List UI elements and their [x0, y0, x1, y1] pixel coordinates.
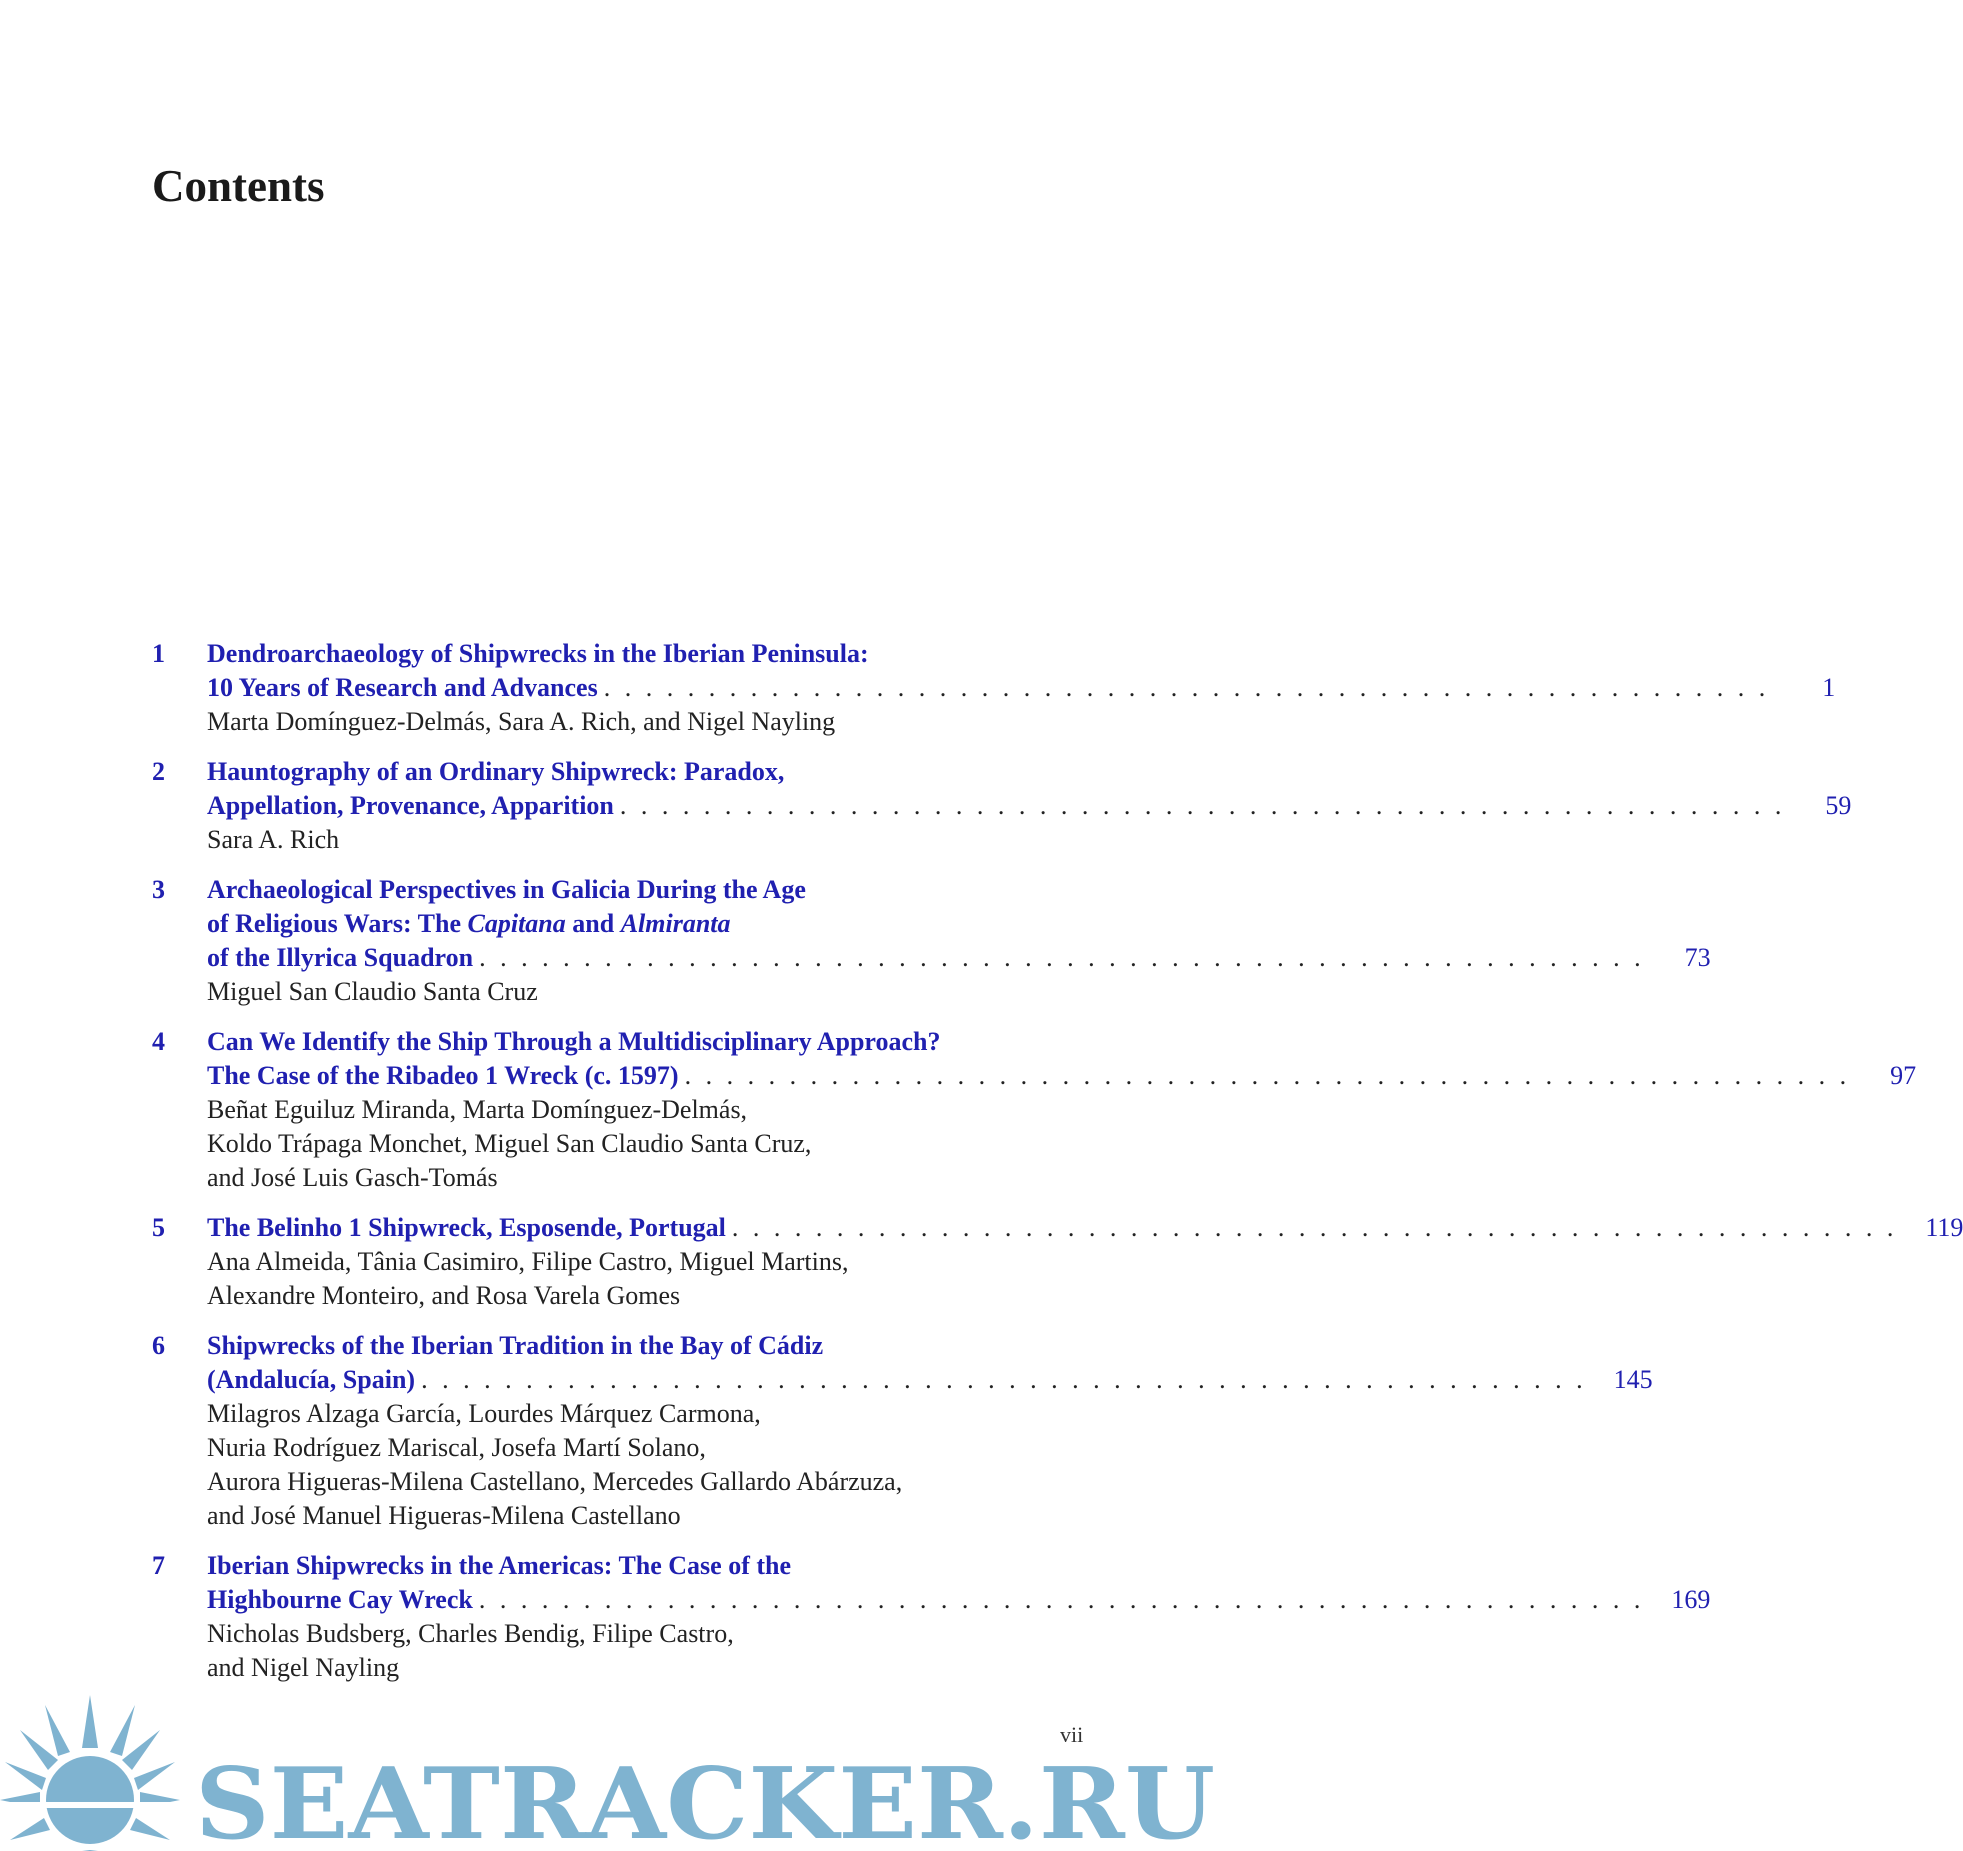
chapter-title-last-line[interactable]	[207, 671, 1836, 705]
dot-leader: . . . . . . . . . . . . . . . . . . . . . . . . . . . . . . . . . . . . . . . . . . . . . . . . . . . . . . . .	[421, 1365, 1587, 1394]
chapter-number: 3	[152, 875, 165, 904]
page-number[interactable]: 73	[1684, 943, 1711, 972]
chapter-number: 2	[152, 757, 165, 786]
toc-entry-4[interactable]	[152, 1025, 1917, 1195]
chapter-authors: Nicholas Budsberg, Charles Bendig, Filipe Castro,	[207, 1619, 734, 1648]
dot-leader: . . . . . . . . . . . . . . . . . . . . . . . . . . . . . . . . . . . . . . . . . . . . . . . . . . . . . . . .	[731, 1213, 1898, 1242]
chapter-authors: Sara A. Rich	[207, 825, 340, 854]
chapter-title-line[interactable]: The Case of the Ribadeo 1 Wreck (c. 1597)	[207, 1061, 679, 1090]
chapter-title-last-line[interactable]	[207, 789, 1852, 823]
dot-leader: . . . . . . . . . . . . . . . . . . . . . . . . . . . . . . . . . . . . . . . . . . . . . . . . . . . . . . . .	[684, 1061, 1851, 1090]
watermark-horizon	[0, 1802, 180, 1808]
sun-icon	[0, 1695, 180, 1851]
toc-entry-5[interactable]	[152, 1211, 1963, 1313]
chapter-number: 7	[152, 1551, 165, 1580]
chapter-authors: and José Luis Gasch-Tomás	[207, 1163, 498, 1192]
chapter-authors: Milagros Alzaga García, Lourdes Márquez Carmona,	[207, 1399, 761, 1428]
chapter-authors: Koldo Trápaga Monchet, Miguel San Claudio Santa Cruz,	[207, 1129, 812, 1158]
toc-entry-6[interactable]	[152, 1329, 1653, 1533]
chapter-authors: Alexandre Monteiro, and Rosa Varela Gomes	[207, 1281, 681, 1310]
chapter-title-line[interactable]: 10 Years of Research and Advances	[207, 673, 598, 702]
page-folio: vii	[1060, 1722, 1084, 1747]
chapter-title-line[interactable]: Iberian Shipwrecks in the Americas: The Case of the	[207, 1551, 792, 1580]
chapter-title-last-line[interactable]	[207, 1059, 1917, 1093]
dot-leader: . . . . . . . . . . . . . . . . . . . . . . . . . . . . . . . . . . . . . . . . . . . . . . . . . . . . . . . .	[619, 791, 1786, 820]
toc-entry-3[interactable]	[152, 873, 1711, 1009]
chapter-number: 4	[152, 1027, 165, 1056]
chapter-title-line-italic-mix[interactable]	[207, 907, 1087, 941]
chapter-title-line[interactable]: Highbourne Cay Wreck	[207, 1585, 473, 1614]
page-number[interactable]: 1	[1822, 673, 1836, 702]
dot-leader: . . . . . . . . . . . . . . . . . . . . . . . . . . . . . . . . . . . . . . . . . . . . . . . . . . . . . . . .	[603, 673, 1770, 702]
toc-entry-2[interactable]	[152, 755, 1852, 857]
watermark	[0, 1690, 1221, 1851]
toc-entry-7[interactable]	[152, 1549, 1711, 1685]
chapter-authors: and Nigel Nayling	[207, 1653, 400, 1682]
chapter-number: 6	[152, 1331, 165, 1360]
page-number[interactable]: 119	[1925, 1213, 1963, 1242]
page-number[interactable]: 145	[1613, 1365, 1653, 1394]
chapter-title-line[interactable]: of the Illyrica Squadron	[207, 943, 474, 972]
chapter-title-line[interactable]: Appellation, Provenance, Apparition	[207, 791, 614, 820]
chapter-number: 5	[152, 1213, 165, 1242]
page-number[interactable]: 97	[1890, 1061, 1917, 1090]
toc-entry-1[interactable]	[152, 637, 1836, 739]
title-text: of Religious Wars: The	[207, 909, 468, 938]
chapter-title-line[interactable]: Can We Identify the Ship Through a Multidisciplinary Approach?	[207, 1027, 941, 1056]
chapter-title-line[interactable]: Archaeological Perspectives in Galicia During the Age	[207, 875, 806, 904]
chapter-title-last-line[interactable]	[207, 941, 1711, 975]
chapter-title-line[interactable]: Dendroarchaeology of Shipwrecks in the Iberian Peninsula:	[207, 639, 869, 668]
ship-name-italic: Almiranta	[620, 909, 731, 938]
chapter-title-last-line[interactable]	[207, 1363, 1653, 1397]
chapter-title-line[interactable]: The Belinho 1 Shipwreck, Esposende, Portugal	[207, 1213, 726, 1242]
page-number[interactable]: 59	[1825, 791, 1852, 820]
chapter-authors: Aurora Higueras-Milena Castellano, Mercedes Gallardo Abárzuza,	[207, 1467, 903, 1496]
dot-leader: . . . . . . . . . . . . . . . . . . . . . . . . . . . . . . . . . . . . . . . . . . . . . . . . . . . . . . . .	[479, 943, 1645, 972]
ship-name-italic: Capitana	[467, 909, 566, 938]
chapter-authors: Ana Almeida, Tânia Casimiro, Filipe Castro, Miguel Martins,	[207, 1247, 849, 1276]
page-title: Contents	[152, 161, 325, 211]
chapter-authors: Nuria Rodríguez Mariscal, Josefa Martí Solano,	[207, 1433, 706, 1462]
page-number[interactable]: 169	[1671, 1585, 1711, 1614]
watermark-text: SEATRACKER.RU	[195, 1747, 1215, 1851]
dot-leader: . . . . . . . . . . . . . . . . . . . . . . . . . . . . . . . . . . . . . . . . . . . . . . . . . . . . . . . .	[478, 1585, 1645, 1614]
chapter-authors: Miguel San Claudio Santa Cruz	[207, 977, 538, 1006]
chapter-title-line[interactable]: Hauntography of an Ordinary Shipwreck: Paradox,	[207, 757, 785, 786]
chapter-authors: Marta Domínguez-Delmás, Sara A. Rich, and Nigel Nayling	[207, 707, 836, 736]
title-text: and	[565, 909, 621, 938]
chapter-authors: Beñat Eguiluz Miranda, Marta Domínguez-Delmás,	[207, 1095, 748, 1124]
chapter-authors: and José Manuel Higueras-Milena Castellano	[207, 1501, 681, 1530]
chapter-title-line[interactable]: Shipwrecks of the Iberian Tradition in the Bay of Cádiz	[207, 1331, 824, 1360]
table-of-contents	[152, 637, 1963, 1701]
chapter-number: 1	[152, 639, 165, 668]
chapter-title-line[interactable]: (Andalucía, Spain)	[207, 1365, 416, 1394]
chapter-title-last-line[interactable]	[207, 1211, 1963, 1245]
chapter-title-last-line[interactable]	[207, 1583, 1711, 1617]
